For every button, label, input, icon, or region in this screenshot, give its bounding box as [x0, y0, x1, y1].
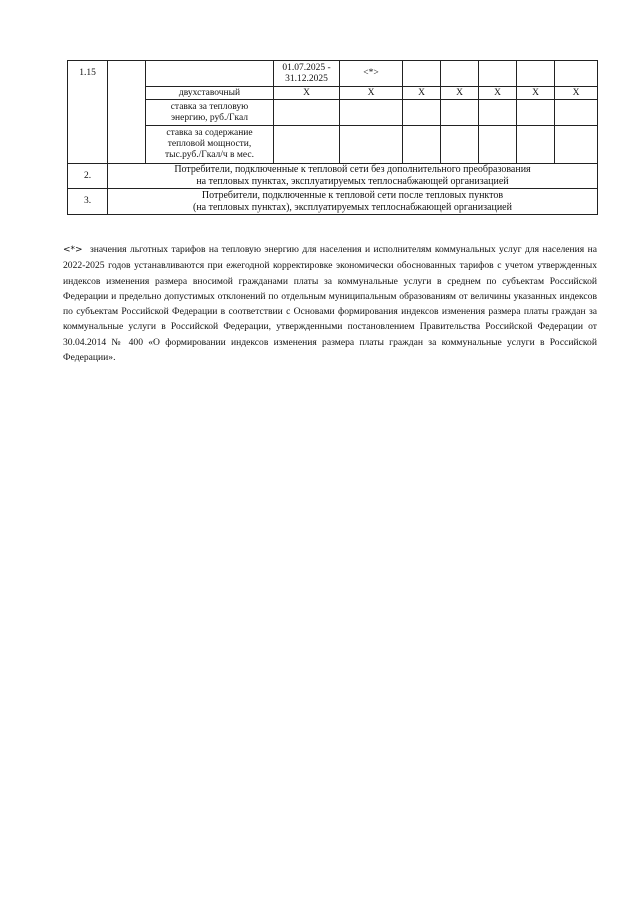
- energy-rate-line2: энергию, руб./Гкал: [170, 112, 249, 123]
- empty-cell: [555, 100, 598, 126]
- footnote: [63, 242, 597, 365]
- capacity-rate-line3: тыс.руб./Гкал/ч в мес.: [165, 150, 254, 160]
- empty-cell: [555, 126, 598, 164]
- capacity-rate-line2: тепловой мощности,: [167, 139, 252, 149]
- empty-cell: [441, 61, 479, 87]
- footnote-text: значения льготных тарифов на тепловую энергию для населения и исполнителям коммунальных услуг для населения на 2022-2025 годов устанавливаются при ежегодной корректировке экономически обоснованных тарифов с учетом утвержденных индексов изменения размера вносимой гражданами платы за коммунальные услуги в среднем по субъектам Российской Федерации и предельно допустимых отклонений по отдельным муниципальным образованиям от величины указанных индексов по субъектам Российской Федерации в соответствии с Основами формирования индексов изменения размера платы граждан за коммунальные услуги в Российской Федерации, утвержденными постановлением Правительства Российской Федерации от 30.04.2014 № 400 «О формировании индексов изменения размера платы граждан за коммунальные услуги в Российской Федерации».: [63, 244, 597, 364]
- section-2-line2: на тепловых пунктах, эксплуатируемых теплоснабжающей организацией: [196, 176, 509, 187]
- empty-cell: [441, 100, 479, 126]
- section-3-title: [108, 189, 598, 215]
- table-row-1-15: [68, 61, 598, 87]
- empty-cell: [146, 61, 274, 87]
- empty-cell: [441, 126, 479, 164]
- capacity-rate-label: [146, 126, 274, 164]
- empty-cell: [274, 100, 340, 126]
- footnote-mark-cell: <*>: [340, 61, 403, 87]
- energy-rate-label: [146, 100, 274, 126]
- empty-cell: [555, 61, 598, 87]
- empty-cell: [517, 61, 555, 87]
- table-row-section-2: [68, 164, 598, 189]
- section-number: 2.: [68, 164, 108, 189]
- energy-rate-line1: ставка за тепловую: [170, 101, 249, 112]
- x-mark: X: [441, 87, 479, 100]
- x-mark: X: [340, 87, 403, 100]
- x-mark: X: [274, 87, 340, 100]
- section-3-line2: (на тепловых пунктах), эксплуатируемых теплоснабжающей организацией: [193, 201, 512, 213]
- row-number: 1.15: [68, 61, 108, 164]
- empty-cell: [340, 100, 403, 126]
- table-row-capacity-rate: [68, 126, 598, 164]
- section-number: 3.: [68, 189, 108, 215]
- table-row-section-3: [68, 189, 598, 215]
- two-rate-label: двухставочный: [146, 87, 274, 100]
- section-2-title: [108, 164, 598, 189]
- x-mark: X: [555, 87, 598, 100]
- empty-cell: [517, 100, 555, 126]
- empty-cell: [403, 126, 441, 164]
- section-3-line1: Потребители, подключенные к тепловой сети после тепловых пунктов: [201, 189, 504, 201]
- table-row-energy-rate: [68, 100, 598, 126]
- capacity-rate-line1: ставка за содержание: [166, 128, 253, 138]
- empty-cell: [479, 126, 517, 164]
- empty-cell: [274, 126, 340, 164]
- x-mark: X: [479, 87, 517, 100]
- period-start: 01.07.2025 -: [282, 62, 331, 73]
- period-cell: [274, 61, 340, 87]
- empty-cell: [403, 100, 441, 126]
- period-end: 31.12.2025: [285, 73, 328, 84]
- empty-cell: [479, 100, 517, 126]
- empty-cell: [479, 61, 517, 87]
- section-2-line1: Потребители, подключенные к тепловой сети без дополнительного преобразования: [174, 164, 531, 175]
- empty-cell: [340, 126, 403, 164]
- tariff-table: [67, 60, 598, 215]
- empty-cell: [517, 126, 555, 164]
- table-row-two-rate: [68, 87, 598, 100]
- footnote-mark: <*>: [63, 245, 83, 255]
- x-mark: X: [403, 87, 441, 100]
- empty-cell: [108, 61, 146, 164]
- x-mark: X: [517, 87, 555, 100]
- empty-cell: [403, 61, 441, 87]
